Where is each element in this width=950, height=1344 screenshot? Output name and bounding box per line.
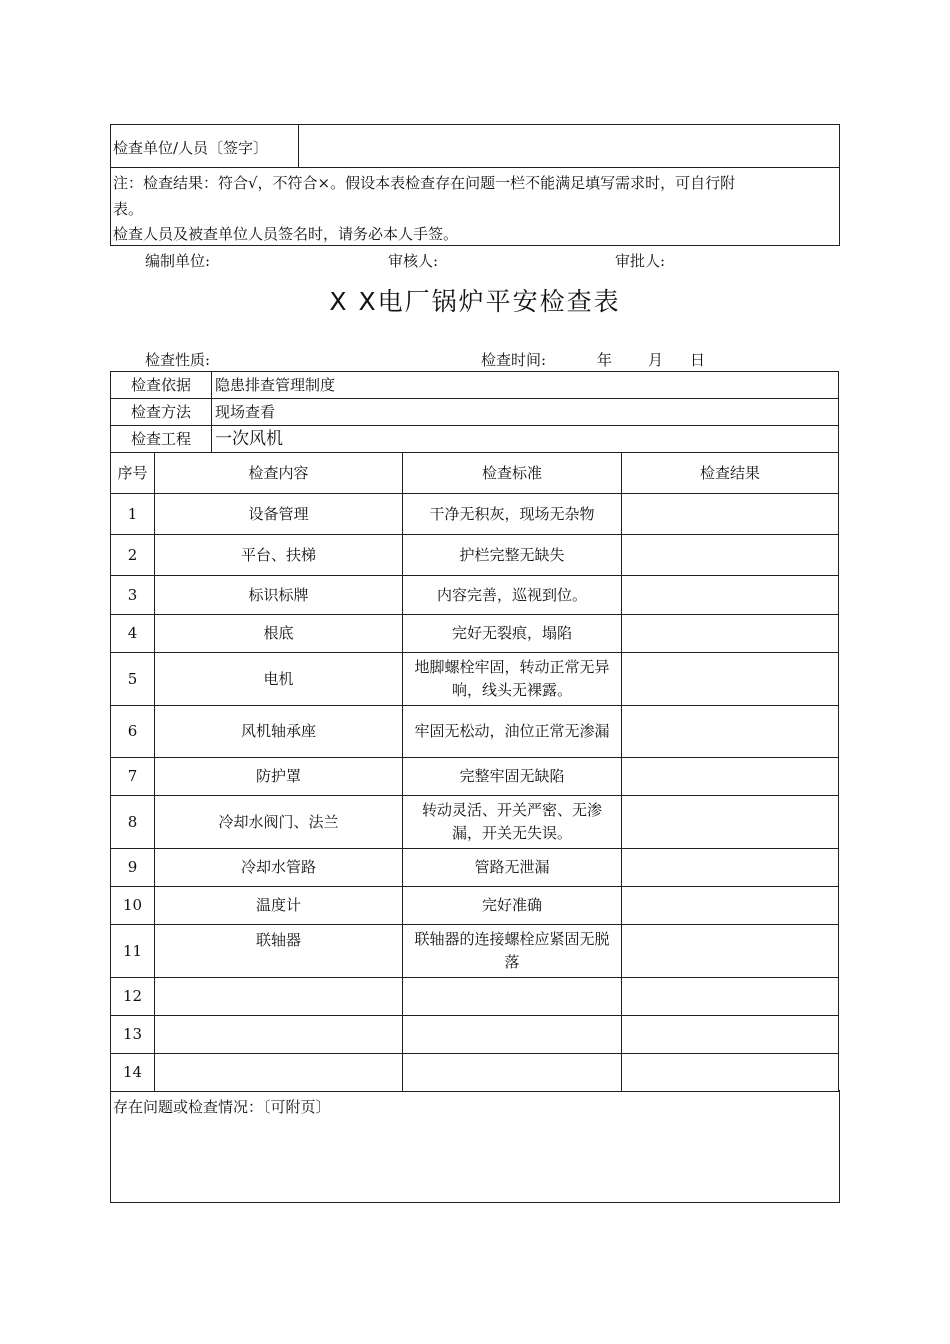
row-standard: 完好无裂痕，塌陷 xyxy=(403,615,622,653)
inspection-table xyxy=(110,452,839,1092)
row-content: 冷却水阀门、法兰 xyxy=(155,796,403,849)
row-standard: 护栏完整无缺失 xyxy=(403,535,622,576)
row-no: 5 xyxy=(111,653,155,706)
row-content: 温度计 xyxy=(155,887,403,925)
row-result[interactable] xyxy=(622,978,839,1016)
table-row xyxy=(111,849,839,887)
row-no: 8 xyxy=(111,796,155,849)
row-no: 6 xyxy=(111,706,155,758)
row-no: 12 xyxy=(111,978,155,1016)
info-label: 检查依据 xyxy=(111,372,212,399)
info-label: 检查方法 xyxy=(111,399,212,426)
row-no: 11 xyxy=(111,925,155,978)
table-row xyxy=(111,494,839,535)
column-header-standard: 检查标准 xyxy=(403,453,622,494)
info-row xyxy=(111,426,839,453)
row-result[interactable] xyxy=(622,758,839,796)
table-row xyxy=(111,535,839,576)
row-standard[interactable] xyxy=(403,1054,622,1092)
row-result[interactable] xyxy=(622,796,839,849)
row-no: 14 xyxy=(111,1054,155,1092)
row-standard[interactable] xyxy=(403,978,622,1016)
row-no: 10 xyxy=(111,887,155,925)
row-standard: 内容完善，巡视到位。 xyxy=(403,576,622,615)
table-row xyxy=(111,1054,839,1092)
page-title: X X电厂锅炉平安检查表 xyxy=(329,287,621,316)
table-row xyxy=(111,576,839,615)
row-no: 2 xyxy=(111,535,155,576)
column-header-result: 检查结果 xyxy=(622,453,839,494)
row-standard: 干净无积灰，现场无杂物 xyxy=(403,494,622,535)
info-table xyxy=(110,371,839,453)
row-no: 7 xyxy=(111,758,155,796)
inspection-time-label: 检查时间: xyxy=(481,351,547,369)
issues-box[interactable] xyxy=(110,1090,840,1203)
info-label: 检查工程 xyxy=(111,426,212,453)
table-row xyxy=(111,887,839,925)
signature-table xyxy=(110,124,840,246)
row-result[interactable] xyxy=(622,494,839,535)
info-value: 现场查看 xyxy=(212,399,839,426)
column-header-content: 检查内容 xyxy=(155,453,403,494)
row-content: 冷却水管路 xyxy=(155,849,403,887)
table-row xyxy=(111,1016,839,1054)
table-row xyxy=(111,706,839,758)
day-label: 日 xyxy=(690,351,706,369)
table-row xyxy=(111,653,839,706)
row-standard: 管路无泄漏 xyxy=(403,849,622,887)
row-result[interactable] xyxy=(622,849,839,887)
row-result[interactable] xyxy=(622,615,839,653)
info-value: 隐患排查管理制度 xyxy=(212,372,839,399)
row-no: 4 xyxy=(111,615,155,653)
table-row xyxy=(111,796,839,849)
row-content: 联轴器 xyxy=(155,925,403,978)
row-result[interactable] xyxy=(622,706,839,758)
table-row xyxy=(111,758,839,796)
row-content: 风机轴承座 xyxy=(155,706,403,758)
table-row xyxy=(111,925,839,978)
row-content[interactable] xyxy=(155,1054,403,1092)
row-content: 平台、扶梯 xyxy=(155,535,403,576)
row-result[interactable] xyxy=(622,1054,839,1092)
reviewer-label: 审核人: xyxy=(388,252,439,270)
approver-label: 审批人: xyxy=(615,252,666,270)
table-header-row xyxy=(111,453,839,494)
column-header-no: 序号 xyxy=(111,453,155,494)
row-content: 标识标牌 xyxy=(155,576,403,615)
row-no: 3 xyxy=(111,576,155,615)
row-content[interactable] xyxy=(155,978,403,1016)
row-result[interactable] xyxy=(622,535,839,576)
row-result[interactable] xyxy=(622,576,839,615)
row-standard: 联轴器的连接螺栓应紧固无脱落 xyxy=(403,925,622,978)
issues-label: 存在问题或检查情况：〔可附页〕 xyxy=(113,1098,331,1116)
row-standard: 完好准确 xyxy=(403,887,622,925)
info-row xyxy=(111,399,839,426)
info-value: 一次风机 xyxy=(212,426,839,453)
year-label: 年 xyxy=(597,351,613,369)
table-row xyxy=(111,978,839,1016)
note-line-2: 表。 xyxy=(113,200,144,218)
compiler-label: 编制单位: xyxy=(145,252,211,270)
row-standard[interactable] xyxy=(403,1016,622,1054)
signature-field[interactable] xyxy=(300,126,836,166)
row-result[interactable] xyxy=(622,887,839,925)
signature-label: 检查单位/人员〔签字〕 xyxy=(113,139,269,157)
row-result[interactable] xyxy=(622,653,839,706)
info-row xyxy=(111,372,839,399)
row-result[interactable] xyxy=(622,1016,839,1054)
note-line-1: 注：检查结果：符合√，不符合×。假设本表检查存在问题一栏不能满足填写需求时，可自行附 xyxy=(113,174,736,192)
row-content[interactable] xyxy=(155,1016,403,1054)
note-line-3: 检查人员及被查单位人员签名时，请务必本人手签。 xyxy=(113,225,459,243)
row-standard: 地脚螺栓牢固，转动正常无异响，线头无裸露。 xyxy=(403,653,622,706)
row-no: 9 xyxy=(111,849,155,887)
row-content: 防护罩 xyxy=(155,758,403,796)
row-standard: 转动灵活、开关严密、无渗漏，开关无失误。 xyxy=(403,796,622,849)
table-row xyxy=(111,615,839,653)
month-label: 月 xyxy=(648,351,664,369)
inspection-nature-label: 检查性质: xyxy=(145,351,211,369)
row-standard: 完整牢固无缺陷 xyxy=(403,758,622,796)
row-content: 电机 xyxy=(155,653,403,706)
row-content: 根底 xyxy=(155,615,403,653)
row-no: 1 xyxy=(111,494,155,535)
row-content: 设备管理 xyxy=(155,494,403,535)
row-no: 13 xyxy=(111,1016,155,1054)
row-standard: 牢固无松动，油位正常无渗漏 xyxy=(403,706,622,758)
row-result[interactable] xyxy=(622,925,839,978)
